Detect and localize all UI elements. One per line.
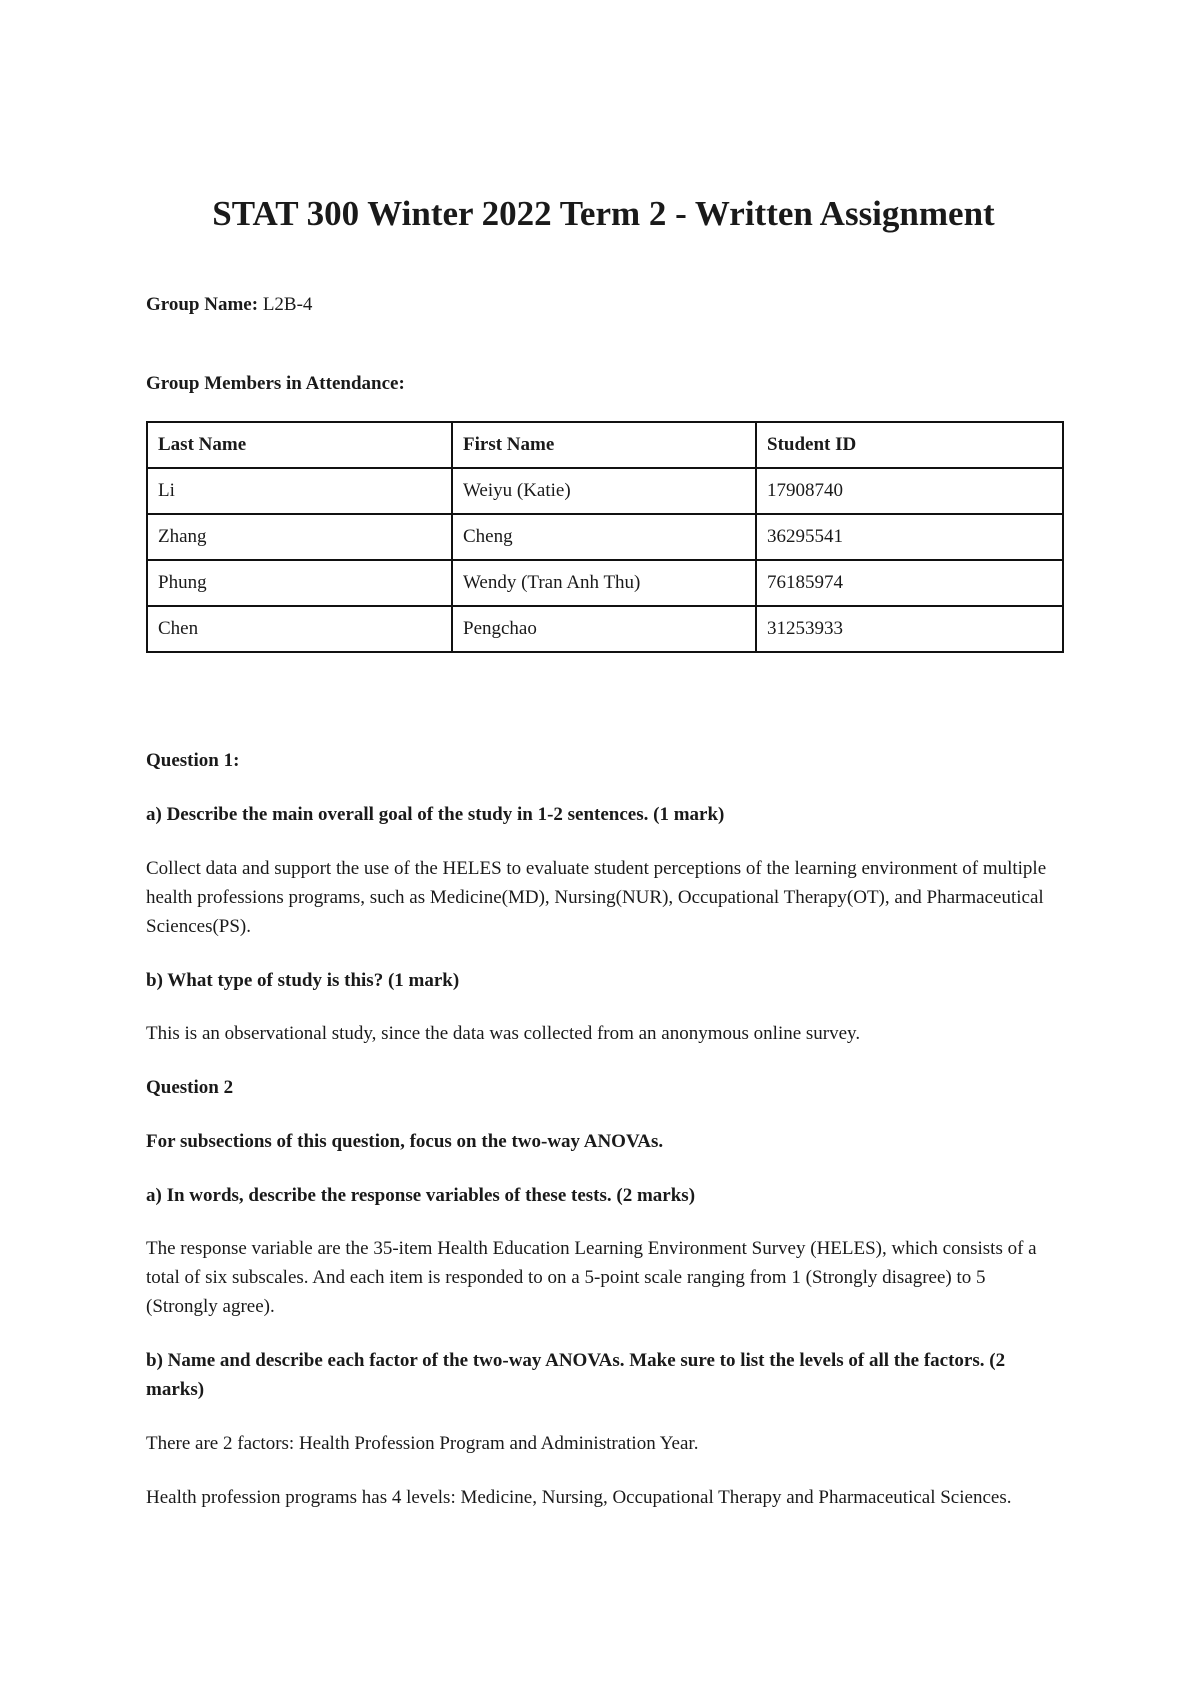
question-2b-answer-levels: Health profession programs has 4 levels: Medicine, Nursing, Occupational Therapy and Pharmaceutical Sciences. xyxy=(146,1487,1012,1508)
cell-student-id: 31253933 xyxy=(756,606,1063,652)
table-row xyxy=(147,514,1063,560)
question-2b-prompt: b) Name and describe each factor of the two-way ANOVAs. Make sure to list the levels of all the factors. (2 marks) xyxy=(146,1350,1006,1400)
question-1a-prompt: a) Describe the main overall goal of the study in 1-2 sentences. (1 mark) xyxy=(146,804,725,825)
cell-first-name: Weiyu (Katie) xyxy=(452,468,756,514)
header-first-name: First Name xyxy=(452,422,756,468)
group-name-line xyxy=(146,293,312,317)
question-1b-prompt: b) What type of study is this? (1 mark) xyxy=(146,970,460,991)
question-1-heading: Question 1: xyxy=(146,750,240,771)
table-row xyxy=(147,468,1063,514)
cell-last-name: Li xyxy=(147,468,452,514)
group-name-value: L2B-4 xyxy=(258,294,313,315)
group-members-table xyxy=(146,421,1064,653)
table-row xyxy=(147,606,1063,652)
question-2a-prompt: a) In words, describe the response variables of these tests. (2 marks) xyxy=(146,1185,696,1206)
cell-student-id: 17908740 xyxy=(756,468,1063,514)
cell-student-id: 36295541 xyxy=(756,514,1063,560)
question-1b-answer: This is an observational study, since the data was collected from an anonymous online survey. xyxy=(146,1023,861,1044)
cell-first-name: Pengchao xyxy=(452,606,756,652)
question-2-heading: Question 2 xyxy=(146,1077,234,1098)
question-1a-answer: Collect data and support the use of the HELES to evaluate student perceptions of the learning environment of multiple health professions programs, such as Medicine(MD), Nursing(NUR), Occupational Therapy(OT), and Pharmaceutical Sciences(PS). xyxy=(146,858,1047,937)
cell-last-name: Zhang xyxy=(147,514,452,560)
cell-first-name: Cheng xyxy=(452,514,756,560)
header-student-id: Student ID xyxy=(756,422,1063,468)
document-title: STAT 300 Winter 2022 Term 2 - Written Assignment xyxy=(212,194,995,233)
cell-last-name: Chen xyxy=(147,606,452,652)
question-2-intro: For subsections of this question, focus on the two-way ANOVAs. xyxy=(146,1131,664,1152)
cell-student-id: 76185974 xyxy=(756,560,1063,606)
table-header-row xyxy=(147,422,1063,468)
question-2a-answer: The response variable are the 35-item Health Education Learning Environment Survey (HELES), which consists of a total of six subscales. And each item is responded to on a 5-point scale ranging from 1 (Strongly disagree) to 5 (Strongly agree). xyxy=(146,1238,1037,1317)
group-name-label: Group Name: xyxy=(146,294,259,315)
cell-first-name: Wendy (Tran Anh Thu) xyxy=(452,560,756,606)
table-row xyxy=(147,560,1063,606)
group-members-heading: Group Members in Attendance: xyxy=(146,373,405,394)
cell-last-name: Phung xyxy=(147,560,452,606)
questions-section xyxy=(146,746,1061,1512)
header-last-name: Last Name xyxy=(147,422,452,468)
question-2b-answer-factors: There are 2 factors: Health Profession Program and Administration Year. xyxy=(146,1433,699,1454)
